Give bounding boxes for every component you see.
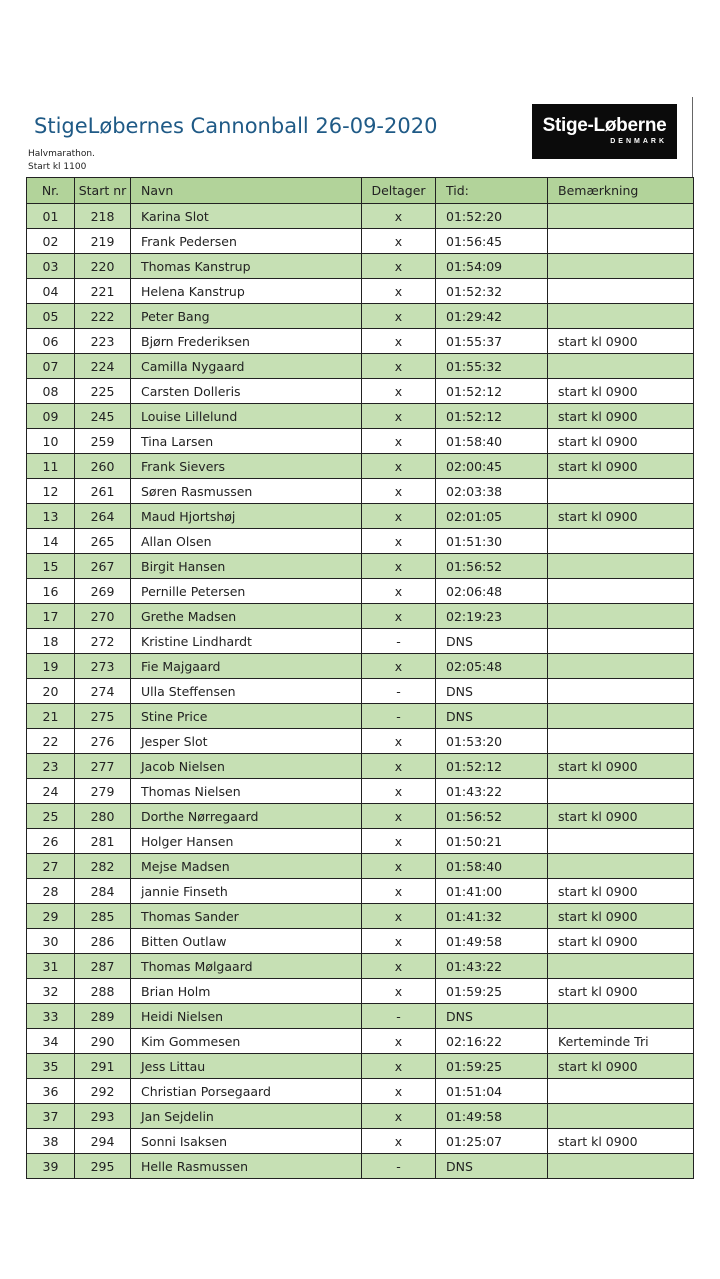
cell-time: DNS xyxy=(436,704,548,729)
table-row xyxy=(27,979,694,1004)
cell-note: start kl 0900 xyxy=(548,754,694,779)
cell-start-nr: 294 xyxy=(75,1129,131,1154)
cell-name: Kim Gommesen xyxy=(131,1029,362,1054)
cell-start-nr: 269 xyxy=(75,579,131,604)
cell-deltager: x xyxy=(362,1029,436,1054)
cell-start-nr: 261 xyxy=(75,479,131,504)
cell-time: 01:59:25 xyxy=(436,979,548,1004)
cell-nr: 39 xyxy=(27,1154,75,1179)
table-row xyxy=(27,729,694,754)
cell-time: 01:49:58 xyxy=(436,1104,548,1129)
cell-time: 01:41:32 xyxy=(436,904,548,929)
cell-nr: 06 xyxy=(27,329,75,354)
column-header-tid: Tid: xyxy=(436,178,548,204)
cell-start-nr: 295 xyxy=(75,1154,131,1179)
cell-time: 01:52:12 xyxy=(436,754,548,779)
cell-note xyxy=(548,654,694,679)
table-row xyxy=(27,779,694,804)
cell-time: 01:56:52 xyxy=(436,804,548,829)
table-row xyxy=(27,754,694,779)
cell-name: Bjørn Frederiksen xyxy=(131,329,362,354)
table-row xyxy=(27,854,694,879)
cell-deltager: x xyxy=(362,954,436,979)
cell-note xyxy=(548,1154,694,1179)
cell-name: Søren Rasmussen xyxy=(131,479,362,504)
cell-note xyxy=(548,304,694,329)
cell-time: 01:55:32 xyxy=(436,354,548,379)
cell-start-nr: 288 xyxy=(75,979,131,1004)
cell-deltager: x xyxy=(362,754,436,779)
cell-deltager: - xyxy=(362,629,436,654)
table-row xyxy=(27,404,694,429)
table-row xyxy=(27,1054,694,1079)
cell-nr: 38 xyxy=(27,1129,75,1154)
cell-name: Pernille Petersen xyxy=(131,579,362,604)
cell-name: Stine Price xyxy=(131,704,362,729)
cell-deltager: x xyxy=(362,404,436,429)
cell-start-nr: 265 xyxy=(75,529,131,554)
cell-start-nr: 289 xyxy=(75,1004,131,1029)
cell-nr: 12 xyxy=(27,479,75,504)
table-row xyxy=(27,954,694,979)
cell-time: 02:03:38 xyxy=(436,479,548,504)
cell-note xyxy=(548,604,694,629)
cell-time: 01:56:52 xyxy=(436,554,548,579)
cell-nr: 26 xyxy=(27,829,75,854)
table-row xyxy=(27,604,694,629)
cell-nr: 22 xyxy=(27,729,75,754)
table-row xyxy=(27,904,694,929)
cell-nr: 28 xyxy=(27,879,75,904)
cell-time: 01:58:40 xyxy=(436,429,548,454)
cell-time: 01:52:12 xyxy=(436,404,548,429)
cell-deltager: x xyxy=(362,779,436,804)
cell-name: jannie Finseth xyxy=(131,879,362,904)
cell-note: start kl 0900 xyxy=(548,379,694,404)
cell-start-nr: 270 xyxy=(75,604,131,629)
cell-time: DNS xyxy=(436,629,548,654)
cell-nr: 19 xyxy=(27,654,75,679)
table-row xyxy=(27,629,694,654)
cell-start-nr: 223 xyxy=(75,329,131,354)
cell-name: Birgit Hansen xyxy=(131,554,362,579)
table-row xyxy=(27,1129,694,1154)
cell-nr: 33 xyxy=(27,1004,75,1029)
cell-start-nr: 245 xyxy=(75,404,131,429)
cell-name: Helle Rasmussen xyxy=(131,1154,362,1179)
cell-start-nr: 292 xyxy=(75,1079,131,1104)
column-header-nr: Nr. xyxy=(27,178,75,204)
results-table xyxy=(26,177,694,1179)
cell-note xyxy=(548,1104,694,1129)
table-row xyxy=(27,354,694,379)
cell-start-nr: 282 xyxy=(75,854,131,879)
cell-time: 01:41:00 xyxy=(436,879,548,904)
cell-name: Sonni Isaksen xyxy=(131,1129,362,1154)
cell-note xyxy=(548,704,694,729)
cell-time: 01:52:20 xyxy=(436,204,548,229)
table-row xyxy=(27,529,694,554)
table-row xyxy=(27,479,694,504)
cell-nr: 36 xyxy=(27,1079,75,1104)
cell-note: start kl 0900 xyxy=(548,1129,694,1154)
cell-start-nr: 277 xyxy=(75,754,131,779)
cell-deltager: x xyxy=(362,829,436,854)
cell-start-nr: 290 xyxy=(75,1029,131,1054)
cell-deltager: x xyxy=(362,329,436,354)
cell-name: Louise Lillelund xyxy=(131,404,362,429)
cell-deltager: x xyxy=(362,379,436,404)
cell-nr: 16 xyxy=(27,579,75,604)
cell-time: 01:59:25 xyxy=(436,1054,548,1079)
cell-name: Tina Larsen xyxy=(131,429,362,454)
table-row xyxy=(27,1154,694,1179)
cell-note: start kl 0900 xyxy=(548,904,694,929)
cell-deltager: x xyxy=(362,529,436,554)
cell-note xyxy=(548,1079,694,1104)
table-row xyxy=(27,554,694,579)
table-row xyxy=(27,454,694,479)
cell-deltager: x xyxy=(362,254,436,279)
cell-deltager: x xyxy=(362,929,436,954)
cell-note: start kl 0900 xyxy=(548,1054,694,1079)
cell-start-nr: 291 xyxy=(75,1054,131,1079)
cell-note: start kl 0900 xyxy=(548,929,694,954)
logo-country: DENMARK xyxy=(610,138,667,145)
cell-nr: 05 xyxy=(27,304,75,329)
cell-deltager: x xyxy=(362,879,436,904)
cell-time: 01:55:37 xyxy=(436,329,548,354)
cell-start-nr: 284 xyxy=(75,879,131,904)
cell-start-nr: 224 xyxy=(75,354,131,379)
column-header-bemaerkning: Bemærkning xyxy=(548,178,694,204)
cell-note xyxy=(548,679,694,704)
cell-deltager: x xyxy=(362,504,436,529)
cell-name: Grethe Madsen xyxy=(131,604,362,629)
cell-start-nr: 293 xyxy=(75,1104,131,1129)
cell-time: 01:51:30 xyxy=(436,529,548,554)
table-row xyxy=(27,254,694,279)
cell-note: start kl 0900 xyxy=(548,404,694,429)
table-row xyxy=(27,429,694,454)
column-header-navn: Navn xyxy=(131,178,362,204)
cell-name: Jacob Nielsen xyxy=(131,754,362,779)
cell-name: Carsten Dolleris xyxy=(131,379,362,404)
cell-time: 01:25:07 xyxy=(436,1129,548,1154)
cell-note xyxy=(548,779,694,804)
cell-nr: 03 xyxy=(27,254,75,279)
column-header-deltager: Deltager xyxy=(362,178,436,204)
cell-deltager: x xyxy=(362,454,436,479)
cell-time: 01:51:04 xyxy=(436,1079,548,1104)
cell-nr: 31 xyxy=(27,954,75,979)
cell-nr: 35 xyxy=(27,1054,75,1079)
cell-name: Christian Porsegaard xyxy=(131,1079,362,1104)
cell-start-nr: 222 xyxy=(75,304,131,329)
cell-name: Holger Hansen xyxy=(131,829,362,854)
cell-note xyxy=(548,279,694,304)
table-row xyxy=(27,279,694,304)
cell-name: Jesper Slot xyxy=(131,729,362,754)
cell-name: Thomas Mølgaard xyxy=(131,954,362,979)
cell-start-nr: 259 xyxy=(75,429,131,454)
cell-nr: 25 xyxy=(27,804,75,829)
cell-name: Frank Sievers xyxy=(131,454,362,479)
cell-note xyxy=(548,854,694,879)
table-row xyxy=(27,204,694,229)
cell-deltager: x xyxy=(362,479,436,504)
cell-nr: 27 xyxy=(27,854,75,879)
cell-name: Peter Bang xyxy=(131,304,362,329)
cell-time: 02:05:48 xyxy=(436,654,548,679)
cell-time: 01:58:40 xyxy=(436,854,548,879)
cell-deltager: - xyxy=(362,679,436,704)
cell-deltager: - xyxy=(362,1004,436,1029)
table-row xyxy=(27,1004,694,1029)
table-header-row xyxy=(27,178,694,204)
cell-deltager: x xyxy=(362,304,436,329)
cell-note xyxy=(548,579,694,604)
cell-time: 01:43:22 xyxy=(436,779,548,804)
table-row xyxy=(27,879,694,904)
cell-start-nr: 286 xyxy=(75,929,131,954)
cell-start-nr: 260 xyxy=(75,454,131,479)
table-row xyxy=(27,329,694,354)
cell-deltager: x xyxy=(362,979,436,1004)
cell-start-nr: 279 xyxy=(75,779,131,804)
page-border-line xyxy=(692,97,693,177)
cell-start-nr: 267 xyxy=(75,554,131,579)
cell-note xyxy=(548,629,694,654)
cell-deltager: x xyxy=(362,1079,436,1104)
cell-deltager: x xyxy=(362,204,436,229)
cell-time: 02:00:45 xyxy=(436,454,548,479)
table-row xyxy=(27,679,694,704)
cell-start-nr: 219 xyxy=(75,229,131,254)
cell-deltager: - xyxy=(362,704,436,729)
cell-name: Allan Olsen xyxy=(131,529,362,554)
cell-time: 01:54:09 xyxy=(436,254,548,279)
cell-deltager: x xyxy=(362,604,436,629)
table-row xyxy=(27,829,694,854)
cell-nr: 02 xyxy=(27,229,75,254)
cell-time: 01:43:22 xyxy=(436,954,548,979)
cell-start-nr: 287 xyxy=(75,954,131,979)
cell-time: DNS xyxy=(436,1154,548,1179)
cell-note xyxy=(548,354,694,379)
cell-nr: 08 xyxy=(27,379,75,404)
cell-note: start kl 0900 xyxy=(548,804,694,829)
table-row xyxy=(27,229,694,254)
club-logo xyxy=(532,104,677,159)
cell-start-nr: 221 xyxy=(75,279,131,304)
table-row xyxy=(27,929,694,954)
cell-time: 01:50:21 xyxy=(436,829,548,854)
column-header-start-nr: Start nr xyxy=(75,178,131,204)
cell-start-nr: 275 xyxy=(75,704,131,729)
cell-name: Mejse Madsen xyxy=(131,854,362,879)
table-row xyxy=(27,379,694,404)
cell-time: 01:49:58 xyxy=(436,929,548,954)
cell-note: start kl 0900 xyxy=(548,329,694,354)
cell-name: Fie Majgaard xyxy=(131,654,362,679)
cell-nr: 04 xyxy=(27,279,75,304)
cell-note xyxy=(548,204,694,229)
cell-start-nr: 264 xyxy=(75,504,131,529)
cell-nr: 30 xyxy=(27,929,75,954)
cell-name: Jan Sejdelin xyxy=(131,1104,362,1129)
cell-nr: 15 xyxy=(27,554,75,579)
cell-time: 02:19:23 xyxy=(436,604,548,629)
cell-note: start kl 0900 xyxy=(548,879,694,904)
cell-time: 02:01:05 xyxy=(436,504,548,529)
table-row xyxy=(27,1079,694,1104)
cell-note xyxy=(548,729,694,754)
table-row xyxy=(27,704,694,729)
cell-deltager: x xyxy=(362,1054,436,1079)
cell-nr: 10 xyxy=(27,429,75,454)
cell-deltager: - xyxy=(362,1154,436,1179)
cell-name: Karina Slot xyxy=(131,204,362,229)
cell-name: Ulla Steffensen xyxy=(131,679,362,704)
cell-note: Kerteminde Tri xyxy=(548,1029,694,1054)
cell-deltager: x xyxy=(362,654,436,679)
race-type-label: Halvmarathon. xyxy=(28,149,95,159)
cell-deltager: x xyxy=(362,229,436,254)
cell-name: Thomas Sander xyxy=(131,904,362,929)
cell-time: 01:29:42 xyxy=(436,304,548,329)
cell-name: Heidi Nielsen xyxy=(131,1004,362,1029)
cell-note xyxy=(548,829,694,854)
cell-nr: 21 xyxy=(27,704,75,729)
cell-deltager: x xyxy=(362,729,436,754)
cell-note: start kl 0900 xyxy=(548,979,694,1004)
cell-name: Maud Hjortshøj xyxy=(131,504,362,529)
cell-note xyxy=(548,229,694,254)
cell-time: 01:56:45 xyxy=(436,229,548,254)
cell-deltager: x xyxy=(362,429,436,454)
cell-deltager: x xyxy=(362,579,436,604)
table-row xyxy=(27,1104,694,1129)
cell-time: 01:52:12 xyxy=(436,379,548,404)
cell-start-nr: 274 xyxy=(75,679,131,704)
cell-nr: 20 xyxy=(27,679,75,704)
cell-nr: 17 xyxy=(27,604,75,629)
cell-time: 02:06:48 xyxy=(436,579,548,604)
cell-nr: 37 xyxy=(27,1104,75,1129)
cell-nr: 34 xyxy=(27,1029,75,1054)
table-row xyxy=(27,304,694,329)
cell-time: DNS xyxy=(436,1004,548,1029)
cell-start-nr: 285 xyxy=(75,904,131,929)
cell-name: Helena Kanstrup xyxy=(131,279,362,304)
cell-nr: 11 xyxy=(27,454,75,479)
cell-deltager: x xyxy=(362,554,436,579)
cell-note xyxy=(548,479,694,504)
cell-time: DNS xyxy=(436,679,548,704)
cell-note xyxy=(548,529,694,554)
cell-name: Thomas Kanstrup xyxy=(131,254,362,279)
cell-start-nr: 280 xyxy=(75,804,131,829)
cell-note xyxy=(548,254,694,279)
cell-name: Kristine Lindhardt xyxy=(131,629,362,654)
table-row xyxy=(27,1029,694,1054)
cell-start-nr: 218 xyxy=(75,204,131,229)
page-title: StigeLøbernes Cannonball 26-09-2020 xyxy=(34,114,438,138)
cell-nr: 01 xyxy=(27,204,75,229)
cell-nr: 07 xyxy=(27,354,75,379)
cell-deltager: x xyxy=(362,904,436,929)
cell-nr: 32 xyxy=(27,979,75,1004)
cell-name: Jess Littau xyxy=(131,1054,362,1079)
cell-name: Frank Pedersen xyxy=(131,229,362,254)
start-time-label: Start kl 1100 xyxy=(28,162,87,172)
cell-name: Thomas Nielsen xyxy=(131,779,362,804)
cell-note xyxy=(548,1004,694,1029)
cell-deltager: x xyxy=(362,854,436,879)
cell-start-nr: 225 xyxy=(75,379,131,404)
table-row xyxy=(27,654,694,679)
cell-name: Camilla Nygaard xyxy=(131,354,362,379)
cell-nr: 09 xyxy=(27,404,75,429)
cell-start-nr: 273 xyxy=(75,654,131,679)
cell-name: Bitten Outlaw xyxy=(131,929,362,954)
table-row xyxy=(27,579,694,604)
cell-start-nr: 281 xyxy=(75,829,131,854)
cell-deltager: x xyxy=(362,354,436,379)
cell-nr: 14 xyxy=(27,529,75,554)
logo-name: Stige-Løberne xyxy=(542,115,667,136)
cell-deltager: x xyxy=(362,804,436,829)
cell-note xyxy=(548,954,694,979)
cell-time: 02:16:22 xyxy=(436,1029,548,1054)
cell-deltager: x xyxy=(362,1129,436,1154)
cell-note xyxy=(548,554,694,579)
cell-time: 01:53:20 xyxy=(436,729,548,754)
cell-start-nr: 276 xyxy=(75,729,131,754)
table-row xyxy=(27,804,694,829)
cell-nr: 24 xyxy=(27,779,75,804)
cell-start-nr: 220 xyxy=(75,254,131,279)
cell-nr: 29 xyxy=(27,904,75,929)
cell-nr: 23 xyxy=(27,754,75,779)
cell-start-nr: 272 xyxy=(75,629,131,654)
cell-nr: 13 xyxy=(27,504,75,529)
cell-note: start kl 0900 xyxy=(548,429,694,454)
cell-name: Brian Holm xyxy=(131,979,362,1004)
cell-nr: 18 xyxy=(27,629,75,654)
cell-note: start kl 0900 xyxy=(548,454,694,479)
cell-deltager: x xyxy=(362,1104,436,1129)
cell-time: 01:52:32 xyxy=(436,279,548,304)
cell-name: Dorthe Nørregaard xyxy=(131,804,362,829)
table-row xyxy=(27,504,694,529)
cell-note: start kl 0900 xyxy=(548,504,694,529)
cell-deltager: x xyxy=(362,279,436,304)
